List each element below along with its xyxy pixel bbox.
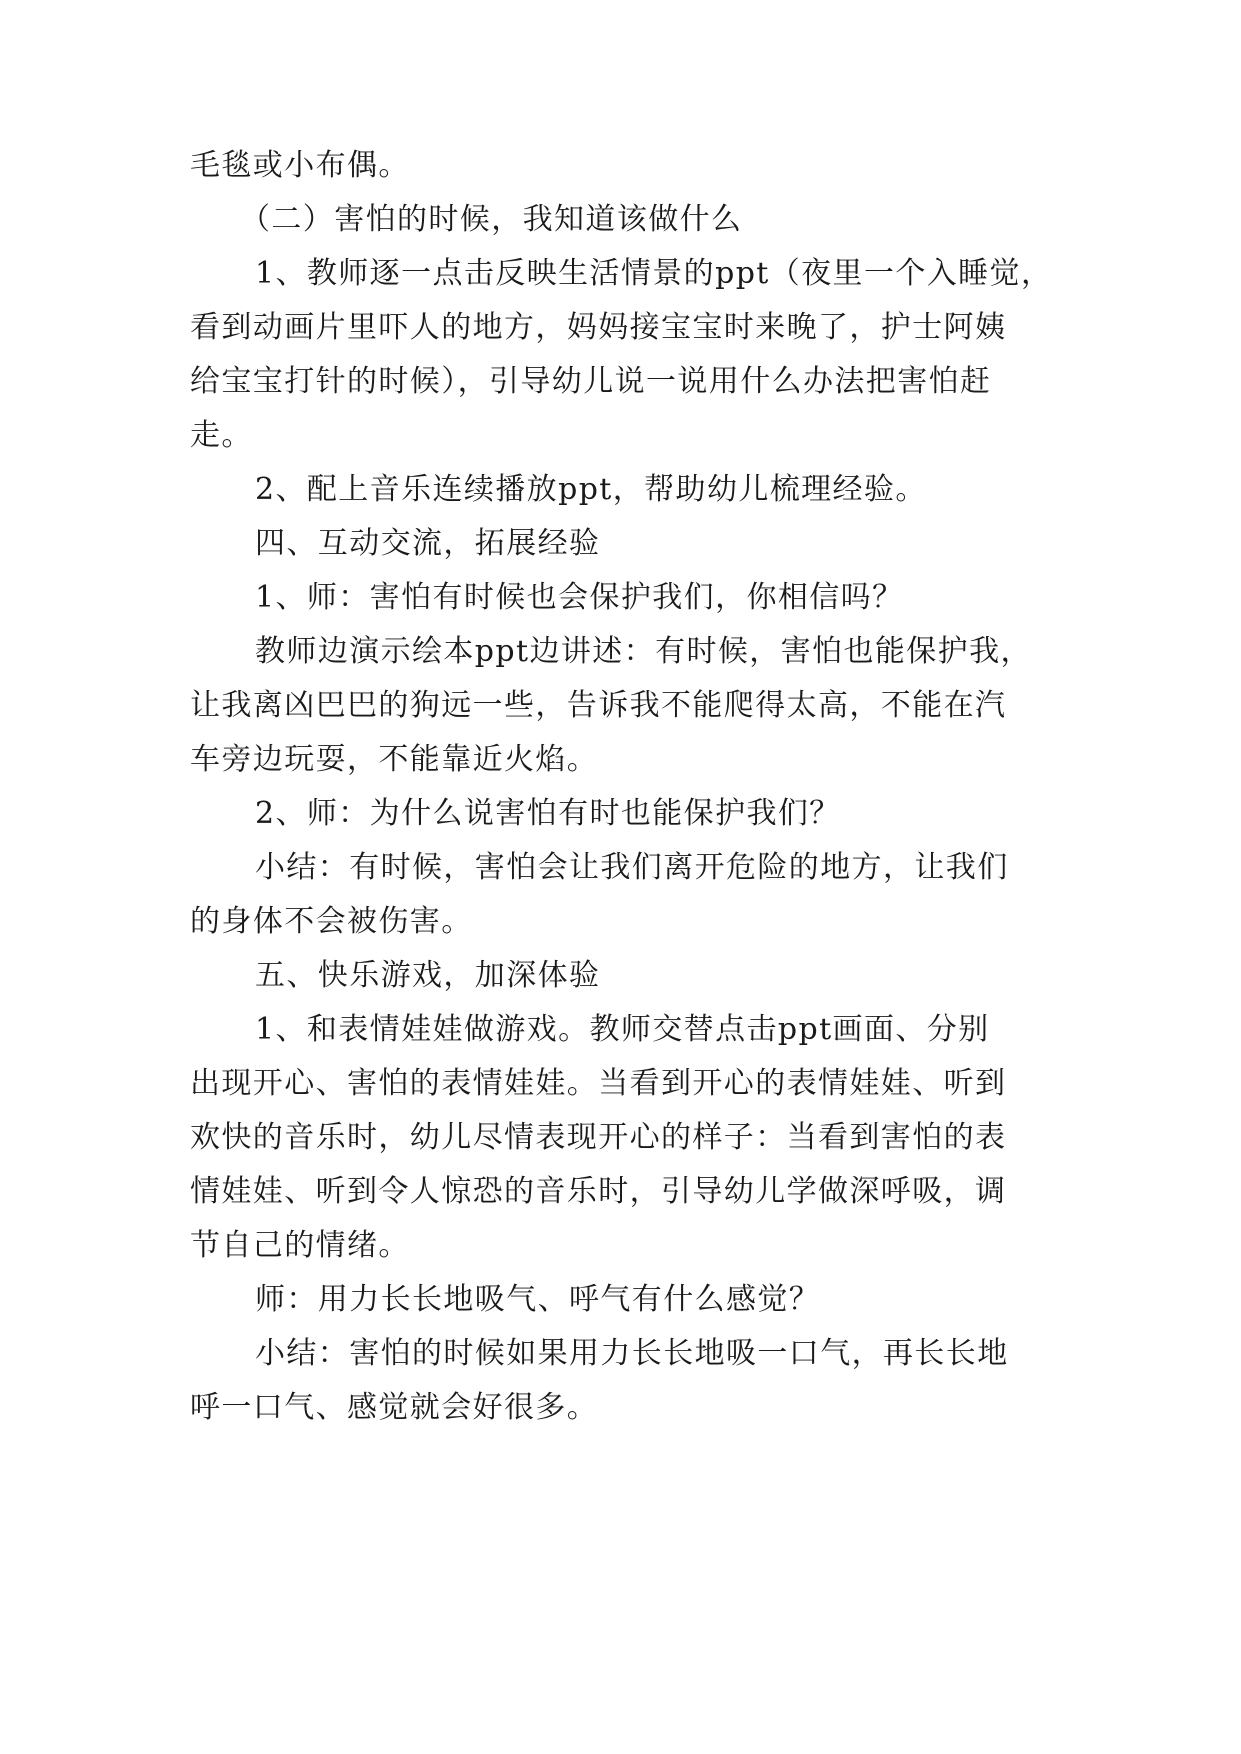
text-line: 情娃娃、听到令人惊恐的音乐时，引导幼儿学做深呼吸，调 <box>190 1174 1007 1209</box>
text-line: 车旁边玩耍，不能靠近火焰。 <box>190 742 599 777</box>
text-line: 2、师：为什么说害怕有时也能保护我们？ <box>255 796 841 831</box>
text-line: 节自己的情绪。 <box>190 1228 410 1263</box>
section-heading: 五、快乐游戏，加深体验 <box>255 958 601 993</box>
text-line: 看到动画片里吓人的地方，妈妈接宝宝时来晚了，护士阿姨 <box>190 310 1007 345</box>
text-line: 的身体不会被伤害。 <box>190 904 473 939</box>
text-line: 小结：有时候，害怕会让我们离开危险的地方，让我们 <box>255 850 1009 885</box>
text-line: 师：用力长长地吸气、呼气有什么感觉？ <box>255 1282 821 1317</box>
text-line: 1、师：害怕有时候也会保护我们，你相信吗？ <box>255 580 904 615</box>
section-heading: 四、互动交流，拓展经验 <box>255 526 601 561</box>
text-line: 给宝宝打针的时候），引导幼儿说一说用什么办法把害怕赶 <box>190 364 992 399</box>
text-line: 欢快的音乐时，幼儿尽情表现开心的样子：当看到害怕的表 <box>190 1120 1007 1155</box>
text-line: 1、教师逐一点击反映生活情景的ppt（夜里一个入睡觉， <box>255 256 1053 291</box>
text-line: 教师边演示绘本ppt边讲述：有时候，害怕也能保护我， <box>255 634 1032 669</box>
text-line: 毛毯或小布偶。 <box>190 148 410 183</box>
text-line: 呼一口气、感觉就会好很多。 <box>190 1390 599 1425</box>
text-line: 出现开心、害怕的表情娃娃。当看到开心的表情娃娃、听到 <box>190 1066 1007 1101</box>
text-line: 2、配上音乐连续播放ppt，帮助幼儿梳理经验。 <box>255 472 927 507</box>
text-line: 让我离凶巴巴的狗远一些，告诉我不能爬得太高，不能在汽 <box>190 688 1007 723</box>
text-line: 1、和表情娃娃做游戏。教师交替点击ppt画面、分别 <box>255 1012 990 1047</box>
text-line: 小结：害怕的时候如果用力长长地吸一口气，再长长地 <box>255 1336 1009 1371</box>
text-line: 走。 <box>190 418 253 453</box>
section-heading: （二）害怕的时候，我知道该做什么 <box>240 202 743 237</box>
